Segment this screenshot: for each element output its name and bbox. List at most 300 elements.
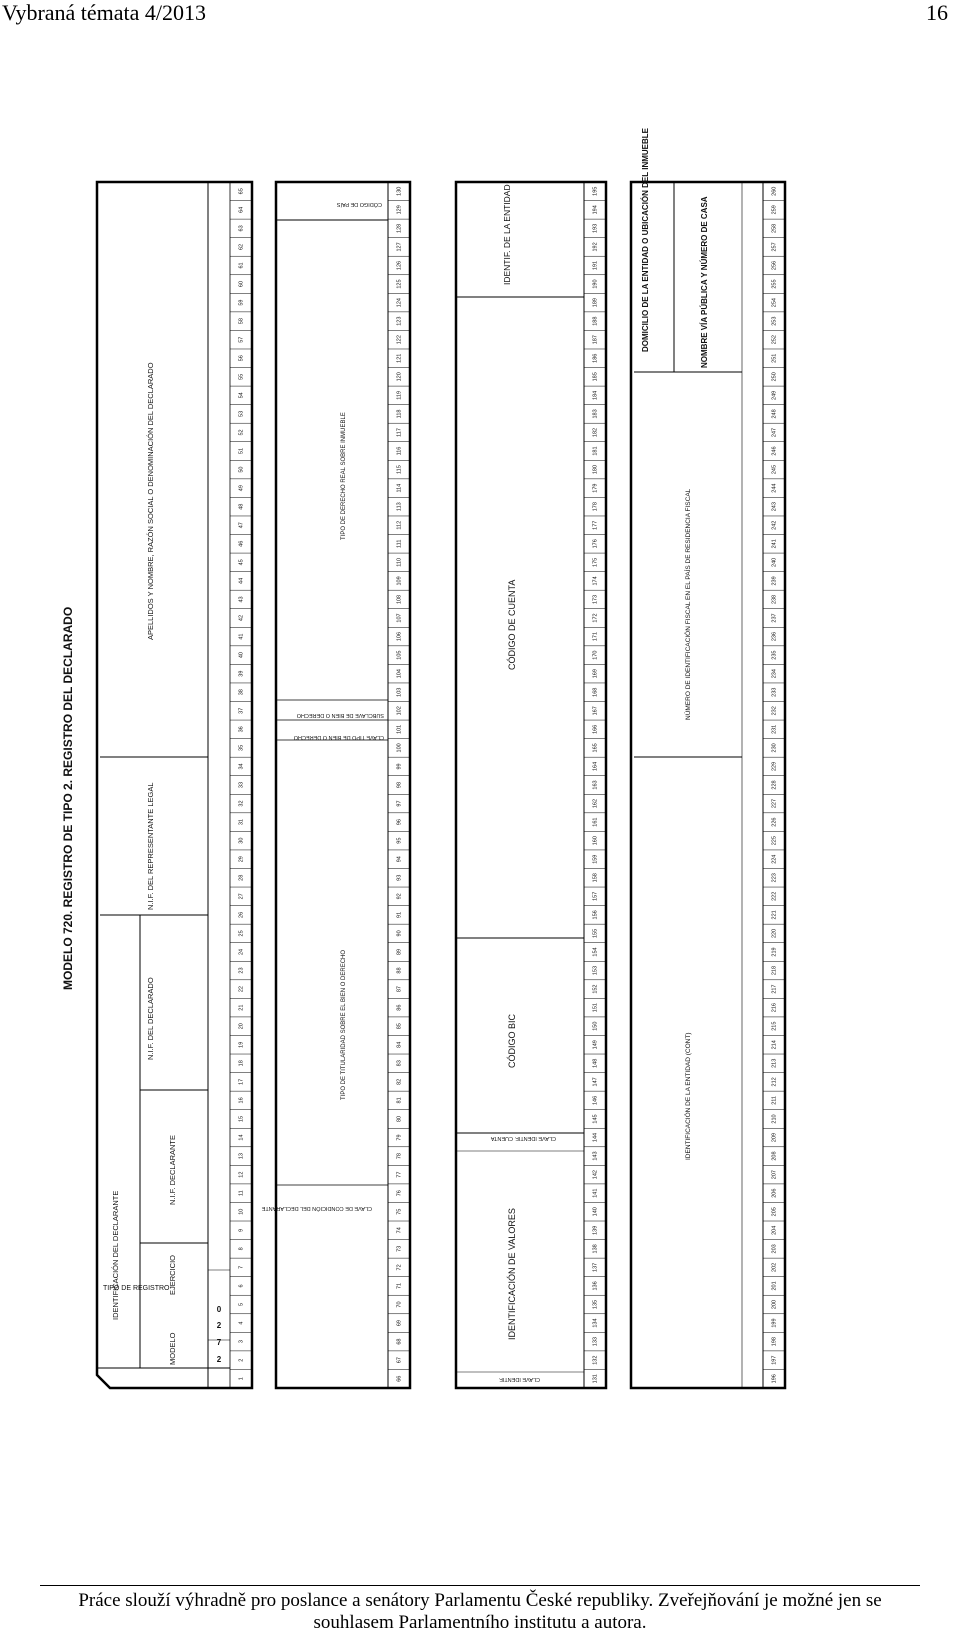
position-number: 37 [238,707,245,714]
position-number: 109 [396,576,403,586]
position-number: 8 [238,1247,245,1251]
position-number: 48 [238,503,245,510]
position-number: 16 [238,1097,245,1104]
position-number: 237 [771,613,778,623]
position-number: 186 [592,353,599,363]
label-nif-pais-residencia: NÚMERO DE IDENTIFICACIÓN FISCAL EN EL PAÍS DE RESIDENCIA FISCAL [685,488,692,720]
position-number: 202 [771,1262,778,1272]
position-number: 98 [396,781,403,789]
label-codigo-pais: CÓDIGO DE PAÍS [336,201,382,207]
position-number: 81 [396,1097,403,1104]
position-number: 63 [238,225,245,232]
position-number: 247 [771,427,778,438]
position-number: 10 [238,1208,245,1215]
position-number: 149 [592,1040,599,1050]
position-number: 253 [771,316,778,326]
position-number: 91 [396,911,403,918]
position-number: 232 [771,706,778,716]
prefill-1: 2 [216,1355,222,1364]
position-number: 250 [771,372,778,382]
position-number: 117 [396,428,403,437]
position-number: 177 [592,520,599,530]
position-number: 57 [238,336,245,343]
label-nombre-via: NOMBRE VÍA PÚBLICA Y NÚMERO DE CASA [700,196,709,368]
position-number: 212 [771,1077,778,1087]
position-number: 201 [771,1281,778,1291]
position-number: 104 [396,669,403,679]
block-4-cells [763,182,785,1388]
position-number: 130 [396,186,403,196]
position-number: 259 [771,205,778,215]
position-number: 174 [592,576,599,586]
position-number: 151 [592,1003,599,1013]
position-number: 211 [771,1096,778,1105]
position-number: 41 [238,633,245,640]
position-number: 67 [396,1357,403,1364]
position-number: 124 [396,298,403,308]
position-number: 173 [592,594,599,605]
position-number: 51 [238,447,245,455]
label-tipo-derecho-real: TIPO DE DERECHO REAL SOBRE INMUEBLE [341,412,347,540]
position-number: 115 [396,465,403,474]
position-number: 73 [396,1245,403,1252]
position-number: 135 [592,1299,599,1310]
label-identificacion-valores: IDENTIFICACIÓN DE VALORES [507,1208,517,1340]
footer-notice [0,1590,960,1634]
position-number: 256 [771,260,778,271]
footer-line-2: souhlasem Parlamentního institutu a autora. [313,1612,647,1633]
position-number: 243 [771,502,778,512]
position-number: 176 [592,539,599,549]
block-3 [456,182,606,1388]
position-number: 210 [771,1114,778,1124]
position-number: 142 [592,1170,599,1180]
position-number: 220 [771,928,778,939]
position-number: 205 [771,1207,778,1217]
position-number: 36 [238,726,245,733]
position-number: 244 [771,483,778,493]
position-number: 32 [238,800,245,807]
position-number: 223 [771,873,778,883]
position-number: 127 [396,242,403,252]
prefill-3: 2 [216,1321,222,1330]
position-number: 61 [238,262,245,269]
position-number: 38 [238,689,245,696]
position-number: 118 [396,409,403,419]
position-number: 28 [238,874,245,881]
position-number: 75 [396,1208,403,1215]
position-number: 12 [238,1171,245,1178]
label-tipo-registro: TIPO DE REGISTRO [103,1285,170,1292]
position-number: 129 [396,205,403,215]
position-number: 197 [771,1355,778,1365]
position-number: 188 [592,316,599,326]
footer-rule [40,1585,920,1586]
position-number: 56 [238,355,245,362]
position-number: 97 [396,800,403,807]
position-number: 68 [396,1338,403,1345]
position-number: 181 [592,446,599,456]
position-number: 132 [592,1355,599,1365]
position-number: 114 [396,483,403,493]
position-number: 192 [592,242,599,252]
position-number: 178 [592,502,599,512]
position-number: 110 [396,557,403,567]
position-number: 246 [771,446,778,456]
position-number: 125 [396,279,403,289]
position-number: 169 [592,669,599,679]
position-number: 144 [592,1132,599,1143]
position-number: 42 [238,614,245,622]
position-number: 199 [771,1318,778,1328]
position-number: 46 [238,540,245,547]
position-number: 45 [238,559,245,566]
position-number: 59 [238,299,245,306]
position-number: 108 [396,594,403,605]
position-number: 58 [238,318,245,325]
position-number: 180 [592,464,599,475]
label-apellidos: APELLIDOS Y NOMBRE, RAZÓN SOCIAL O DENOMINACIÓN DEL DECLARADO [146,362,155,640]
position-number: 216 [771,1003,778,1013]
position-number: 113 [396,502,403,512]
position-number: 116 [396,446,403,456]
position-number: 80 [396,1115,403,1123]
position-number: 208 [771,1151,778,1161]
position-number: 112 [396,520,403,530]
position-number: 55 [238,373,245,380]
position-number: 240 [771,557,778,567]
position-number: 122 [396,335,403,345]
position-number: 163 [592,780,599,790]
position-number: 44 [238,577,245,584]
position-number: 83 [396,1060,403,1067]
position-number: 153 [592,965,599,976]
position-number: 5 [238,1302,245,1307]
position-number: 168 [592,687,599,697]
block-2-cells [388,182,410,1388]
position-number: 107 [396,613,403,623]
position-number: 69 [396,1319,403,1327]
position-number: 193 [592,223,599,233]
position-number: 111 [396,539,403,548]
position-number: 185 [592,372,599,382]
position-number: 11 [238,1190,245,1197]
position-number: 131 [592,1374,599,1384]
position-number: 158 [592,873,599,883]
position-number: 99 [396,763,403,770]
label-nif-declarante: N.I.F. DECLARANTE [168,1134,177,1205]
position-number: 13 [238,1153,245,1160]
position-number: 251 [771,353,778,363]
position-number: 105 [396,650,403,660]
position-number: 27 [238,893,245,900]
position-number: 161 [592,817,599,827]
position-number: 26 [238,911,245,918]
position-number: 19 [238,1041,245,1048]
label-codigo-cuenta: CÓDIGO DE CUENTA [507,579,517,670]
position-number: 203 [771,1244,778,1254]
position-number: 85 [396,1023,403,1030]
position-number: 218 [771,965,778,976]
position-number: 179 [592,483,599,493]
position-number: 198 [771,1337,778,1347]
position-number: 171 [592,631,599,642]
prefill-2: 7 [216,1338,222,1347]
position-number: 187 [592,335,599,345]
position-number: 157 [592,891,599,901]
position-number: 128 [396,223,403,233]
position-number: 221 [771,910,778,920]
label-modelo: MODELO [168,1332,177,1365]
position-number: 233 [771,687,778,697]
position-number: 245 [771,464,778,475]
label-ejercicio: EJERCICIO [168,1254,177,1295]
position-number: 196 [771,1374,778,1384]
position-number: 236 [771,631,778,642]
position-number: 123 [396,316,403,326]
position-number: 242 [771,520,778,530]
position-number: 102 [396,706,403,716]
position-number: 52 [238,429,245,436]
position-number: 160 [592,836,599,846]
position-number: 101 [396,724,403,734]
position-number: 170 [592,650,599,660]
position-number: 94 [396,856,403,863]
position-number: 66 [396,1375,403,1382]
position-number: 25 [238,930,245,937]
label-tipo-titularidad: TIPO DE TITULARIDAD SOBRE EL BIEN O DERECHO [341,949,347,1100]
label-identif-entidad: IDENTIF. DE LA ENTIDAD [502,184,512,285]
position-number: 29 [238,856,245,863]
position-number: 228 [771,780,778,790]
position-number: 95 [396,837,403,844]
position-number: 23 [238,967,245,974]
position-number: 96 [396,819,403,826]
position-number: 209 [771,1132,778,1143]
position-number: 54 [238,392,245,399]
position-number: 7 [238,1265,245,1269]
position-number: 183 [592,409,599,419]
position-number: 50 [238,466,245,473]
position-number: 89 [396,948,403,956]
position-number: 207 [771,1170,778,1180]
position-number: 1 [238,1377,245,1381]
position-number: 184 [592,390,599,400]
position-number: 76 [396,1190,403,1197]
running-header-title: Vybraná témata 4/2013 [2,0,207,25]
position-number: 260 [771,186,778,196]
label-subclave: SUBCLAVE DE BIEN O DERECHO [296,712,384,718]
position-number: 21 [238,1004,245,1011]
position-number: 82 [396,1078,403,1085]
position-number: 100 [396,743,403,753]
position-number: 252 [771,335,778,345]
position-number: 87 [396,986,403,993]
position-number: 121 [396,353,403,363]
position-number: 53 [238,410,245,417]
label-nif-declarado: N.I.F. DEL DECLARADO [146,977,155,1060]
position-number: 86 [396,1004,403,1011]
prefill-4: 0 [216,1305,222,1314]
position-number: 222 [771,891,778,901]
label-identificacion-entidad-cont: IDENTIFICACIÓN DE LA ENTIDAD (CONT) [685,1032,692,1160]
position-number: 49 [238,485,245,492]
position-number: 191 [592,260,599,271]
position-number: 15 [238,1115,245,1123]
position-number: 204 [771,1225,778,1235]
position-number: 145 [592,1114,599,1124]
position-number: 257 [771,242,778,252]
position-number: 167 [592,706,599,716]
position-number: 134 [592,1318,599,1328]
position-number: 84 [396,1041,403,1048]
position-number: 147 [592,1077,599,1087]
position-number: 79 [396,1134,403,1141]
position-number: 39 [238,670,245,677]
position-number: 31 [238,819,245,826]
position-number: 103 [396,687,403,697]
position-number: 219 [771,947,778,957]
position-number: 72 [396,1264,403,1271]
block-1 [97,182,252,1388]
position-number: 141 [592,1188,599,1198]
position-number: 60 [238,280,245,288]
position-number: 224 [771,854,778,864]
position-number: 150 [592,1021,599,1031]
position-number: 34 [238,763,245,770]
position-number: 6 [238,1284,245,1288]
position-number: 146 [592,1095,599,1106]
label-clave-identif-cuenta: CLAVE IDENTIF. CUENTA [490,1135,556,1141]
position-number: 120 [396,372,403,382]
position-number: 154 [592,947,599,957]
position-number: 159 [592,854,599,864]
position-number: 78 [396,1153,403,1160]
position-number: 33 [238,781,245,789]
position-number: 238 [771,594,778,605]
position-number: 43 [238,596,245,603]
position-number: 17 [238,1078,245,1085]
position-number: 235 [771,650,778,660]
position-number: 152 [592,984,599,994]
position-number: 227 [771,798,778,809]
position-number: 40 [238,652,245,659]
position-number: 136 [592,1281,599,1291]
label-clave-identif: CLAVE IDENTIF. [498,1376,540,1382]
position-number: 248 [771,409,778,419]
position-number: 155 [592,928,599,939]
position-number: 77 [396,1171,403,1178]
position-number: 189 [592,298,599,308]
label-clave-condicion: CLAVE DE CONDICIÓN DEL DECLARANTE [261,1205,372,1211]
label-domicilio: DOMICILIO DE LA ENTIDAD O UBICACIÓN DEL INMUEBLE [641,128,650,352]
position-number: 225 [771,836,778,846]
position-number: 35 [238,744,245,751]
position-number: 162 [592,798,599,809]
position-number: 18 [238,1060,245,1067]
position-number: 200 [771,1299,778,1310]
position-number: 70 [396,1301,403,1308]
position-number: 156 [592,910,599,920]
position-number: 64 [238,206,245,213]
position-number: 3 [238,1340,245,1344]
label-clave-tipo-bien: CLAVE TIPO DE BIEN O DERECHO [293,734,384,740]
position-number: 143 [592,1151,599,1161]
position-number: 165 [592,743,599,753]
position-number: 126 [396,260,403,271]
position-number: 62 [238,243,245,251]
page-number: 16 [926,0,948,25]
position-number: 194 [592,205,599,215]
position-number: 182 [592,427,599,438]
position-number: 137 [592,1262,599,1272]
position-number: 249 [771,390,778,400]
position-number: 74 [396,1227,403,1234]
position-number: 231 [771,724,778,734]
position-number: 4 [238,1321,245,1325]
label-codigo-bic: CÓDIGO BIC [507,1013,517,1068]
position-number: 71 [396,1282,403,1290]
position-number: 254 [771,298,778,308]
position-number: 172 [592,613,599,623]
position-number: 166 [592,724,599,734]
position-number: 92 [396,893,403,900]
position-number: 65 [238,188,245,195]
position-number: 164 [592,761,599,772]
position-number: 215 [771,1021,778,1031]
position-number: 9 [238,1228,245,1232]
position-number: 20 [238,1023,245,1030]
form-title: MODELO 720. REGISTRO DE TIPO 2. REGISTRO DEL DECLARADO [61,606,75,990]
position-number: 239 [771,576,778,586]
position-number: 30 [238,837,245,844]
position-number: 90 [396,930,403,937]
position-number: 2 [238,1358,245,1362]
block-3-cells [584,182,606,1388]
position-number: 148 [592,1058,599,1068]
position-number: 241 [771,539,778,549]
label-identificacion-declarante: IDENTIFICACIÓN DEL DECLARANTE [111,1190,120,1320]
position-number: 255 [771,279,778,289]
block-1-cells [230,182,252,1388]
position-number: 226 [771,817,778,827]
position-number: 229 [771,761,778,772]
position-number: 258 [771,223,778,233]
position-number: 88 [396,967,403,974]
position-number: 214 [771,1040,778,1050]
footer-line-1: Práce slouží výhradně pro poslance a senátory Parlamentu České republiky. Zveřejňování je možné jen se [78,1590,882,1611]
position-number: 93 [396,874,403,881]
position-number: 133 [592,1337,599,1347]
position-number: 217 [771,984,778,994]
position-number: 24 [238,948,245,956]
position-number: 175 [592,557,599,567]
position-number: 138 [592,1244,599,1254]
position-number: 14 [238,1134,245,1141]
position-number: 106 [396,631,403,642]
position-number: 234 [771,669,778,679]
position-number: 140 [592,1207,599,1217]
position-number: 195 [592,186,599,196]
position-number: 213 [771,1058,778,1068]
position-number: 22 [238,986,245,993]
position-number: 139 [592,1225,599,1235]
label-nif-representante: N.I.F. DEL REPRESENTANTE LEGAL [146,782,155,910]
position-number: 206 [771,1188,778,1198]
position-number: 230 [771,743,778,753]
position-number: 47 [238,522,245,529]
position-number: 190 [592,279,599,289]
